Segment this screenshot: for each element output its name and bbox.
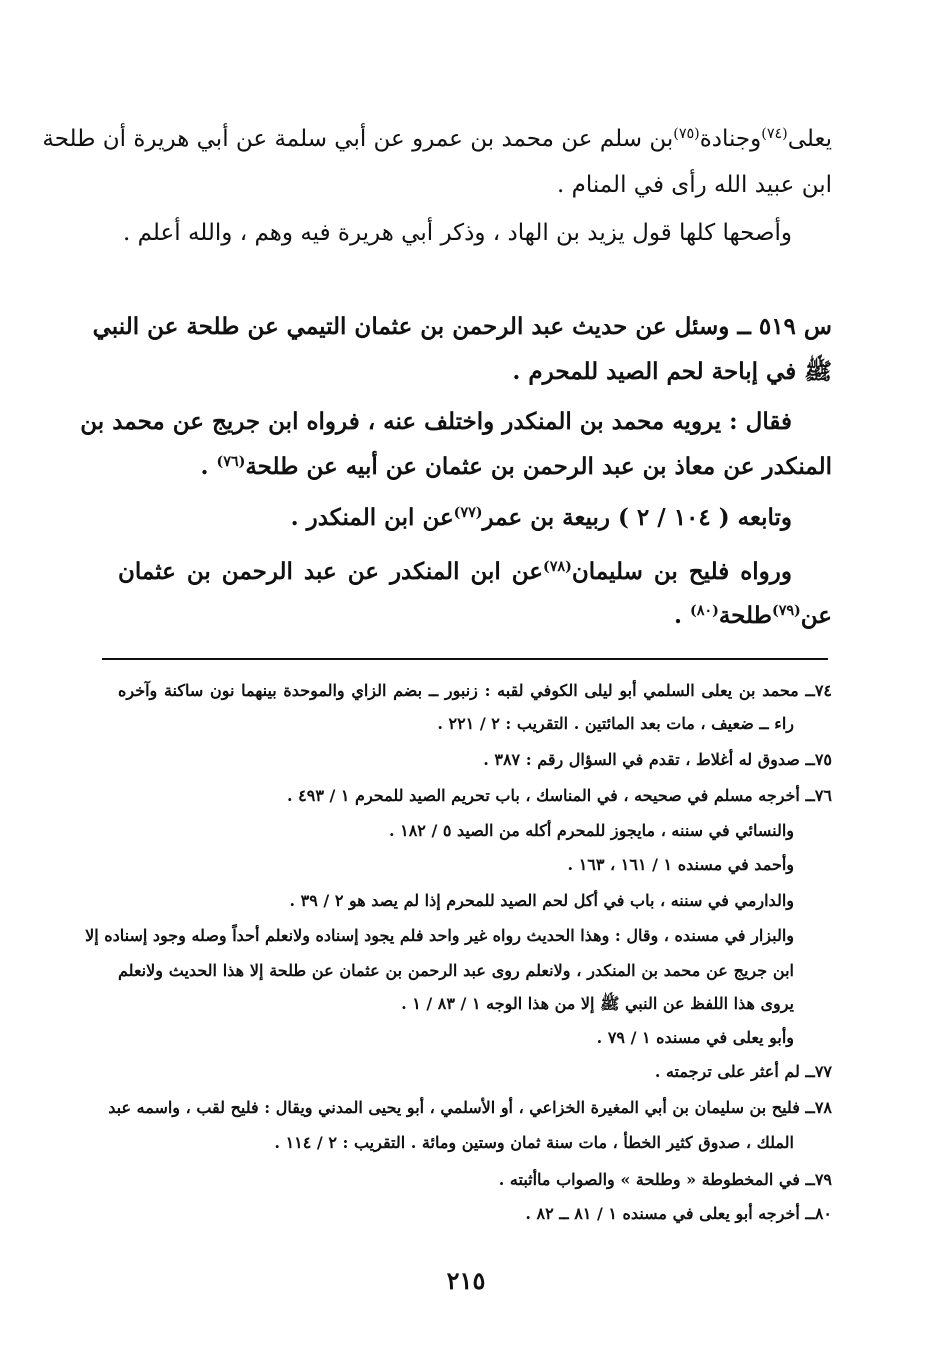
footnote-ref: (٧٩)	[771, 603, 801, 620]
footnote-78-line-1: ٧٨ــ فليح بن سليمان بن أبي المغيرة الخزاعي ، أو الأسلمي ، أبو يحيى المدني ويقال : فليح لقب ، واسمه عبد	[108, 1098, 832, 1117]
footnote-76-line-6: ابن جريج عن محمد بن المنكدر ، ولانعلم روى عبد الرحمن بن عثمان عن طلحة إلا هذا الحديث ولانعلم	[118, 961, 794, 980]
text-run: المنكدر عن معاذ بن عبد الرحمن بن عثمان عن أبيه عن طلحة	[245, 453, 832, 480]
footnote-75: ٧٥ــ صدوق له أغلاط ، تقدم في السؤال رقم : ٣٨٧ .	[483, 750, 832, 769]
answer-line-5	[674, 604, 832, 627]
footnote-76-line-8: وأبو يعلى في مسنده ١ / ٧٩ .	[596, 1028, 794, 1047]
text-run: طلحة	[718, 602, 772, 629]
answer-line-1: فقال : يرويه محمد بن المنكدر واختلف عنه ، فرواه ابن جريج عن محمد بن	[80, 408, 792, 435]
footnote-ref: (٨٠)	[690, 603, 719, 620]
footnote-76-line-4: والدارمي في سننه ، باب في أكل لحم الصيد للمحرم إذا لم يصد هو ٢ / ٣٩ .	[289, 891, 794, 910]
body-line-1	[42, 126, 832, 152]
page-number: ٢١٥	[446, 1266, 486, 1295]
footnote-74-line-2: راء ــ ضعيف ، مات بعد المائتين . التقريب : ٢ / ٢٢١ .	[437, 714, 794, 733]
footnote-76-line-5: والبزار في مسنده ، وقال : وهذا الحديث رواه غير واحد فلم يجود إسناده ولانعلم أحداً وصله وجود إسناده إلا	[85, 926, 794, 945]
body-line-3: وأصحها كلها قول يزيد بن الهاد ، وذكر أبي هريرة فيه وهم ، والله أعلم .	[123, 220, 792, 246]
text-run: وجنادة	[699, 126, 762, 152]
text-run: عن ابن المنكدر .	[290, 504, 454, 531]
text-run: .	[200, 453, 217, 480]
answer-line-4	[118, 560, 792, 583]
text-run: عن ابن المنكدر عن عبد الرحمن بن عثمان	[118, 558, 544, 585]
footnote-ref: (٧٨)	[543, 559, 572, 576]
text-run: .	[674, 602, 691, 629]
footnote-79: ٧٩ــ في المخطوطة « وطلحة » والصواب ماأثبته .	[498, 1170, 832, 1189]
footnote-76-line-3: وأحمد في مسنده ١ / ١٦١ ، ١٦٣ .	[567, 855, 794, 874]
footnote-78-line-2: الملك ، صدوق كثير الخطأ ، مات سنة ثمان وستين ومائة . التقريب : ٢ / ١١٤ .	[274, 1133, 794, 1152]
text-run: عن	[800, 602, 832, 629]
footnote-ref: (٧٤)	[761, 126, 788, 143]
footnote-ref: (٧٧)	[453, 505, 483, 522]
question-line-2: ﷺ في إباحة لحم الصيد للمحرم .	[512, 358, 832, 385]
footnote-divider	[102, 658, 828, 660]
footnote-80: ٨٠ــ أخرجه أبو يعلى في مسنده ١ / ٨١ ــ ٨٢ .	[525, 1204, 832, 1223]
footnote-ref: (٧٦)	[216, 454, 246, 471]
footnote-76-line-1: ٧٦ــ أخرجه مسلم في صحيحه ، في المناسك ، باب تحريم الصيد للمحرم ١ / ٤٩٣ .	[286, 786, 832, 805]
answer-line-3	[291, 506, 792, 529]
footnote-76-line-2: والنسائي في سننه ، مايجوز للمحرم أكله من الصيد ٥ / ١٨٢ .	[388, 821, 794, 840]
footnote-76-line-7: يروى هذا اللفظ عن النبي ﷺ إلا من هذا الوجه ١ / ٨٣ / ١ .	[401, 994, 794, 1013]
footnote-74-line-1: ٧٤ــ محمد بن يعلى السلمي أبو ليلى الكوفي لقبه : زنبور ــ بضم الزاي والموحدة بينهما نون ساكنة وآخره	[118, 681, 832, 700]
text-run: يعلى	[787, 126, 832, 152]
text-run: ورواه فليح بن سليمان	[571, 558, 792, 585]
text-run: بن سلم عن محمد بن عمرو عن أبي سلمة عن أبي هريرة أن طلحة	[42, 126, 674, 152]
footnote-77: ٧٧ــ لم أعثر على ترجمته .	[654, 1062, 832, 1081]
question-heading: س ٥١٩ ــ وسئل عن حديث عبد الرحمن بن عثمان التيمي عن طلحة عن النبي	[92, 313, 832, 340]
footnote-ref: (٧٥)	[673, 126, 700, 143]
text-run: وتابعه ( ١٠٤ / ٢ ) ربيعة بن عمر	[482, 504, 792, 531]
body-line-2: ابن عبيد الله رأى في المنام .	[556, 172, 832, 198]
answer-line-2	[201, 455, 832, 478]
